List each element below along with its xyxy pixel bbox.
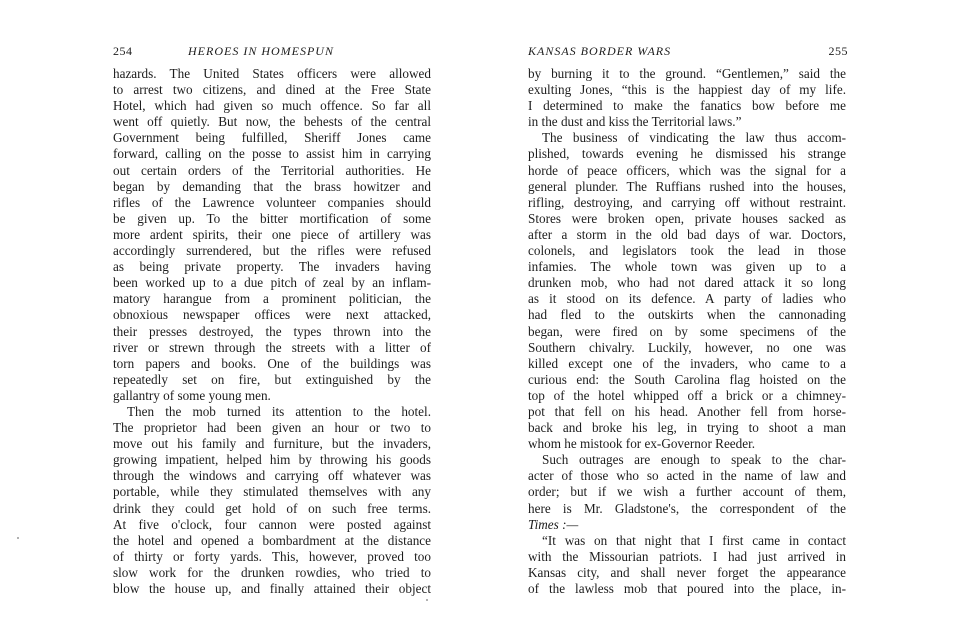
- text-line: Government being fulfilled, Sheriff Jones came: [113, 130, 431, 146]
- text-line: out certain orders of the Territorial authorities. He: [113, 162, 431, 178]
- right-running-head: KANSAS BORDER WARS: [528, 44, 672, 58]
- text-line: general plunder. The Ruffians rushed into the houses,: [528, 178, 846, 194]
- text-line: with the Missourian patriots. I had just arrived in: [528, 548, 846, 564]
- text-line: At five o'clock, four cannon were posted against: [113, 516, 431, 532]
- left-page-body: [113, 66, 431, 597]
- text-line: colonels, and legislators took the lead in those: [528, 243, 846, 259]
- text-line: of thirty or forty yards. This, however, proved too: [113, 548, 431, 564]
- text-line: Times :—: [528, 516, 579, 532]
- text-line: killed except one of the invaders, who came to a: [528, 355, 846, 371]
- text-line: The business of vindicating the law thus accom-: [542, 130, 846, 146]
- text-line: after a storm in the old bad days of war. Doctors,: [528, 226, 846, 242]
- text-line: back and broke his leg, in trying to shoot a man: [528, 420, 846, 436]
- text-line: began, were fired on by some specimens of the: [528, 323, 846, 339]
- right-running-header: [528, 44, 848, 60]
- text-line: had fled to the outskirts when the cannonading: [528, 307, 846, 323]
- text-line: curious end: the South Carolina flag hoisted on the: [528, 371, 846, 387]
- text-line: by burning it to the ground. “Gentlemen,” said the: [528, 66, 846, 81]
- text-line: Then the mob turned its attention to the hotel.: [127, 403, 431, 419]
- text-line: move out his family and furniture, but the invaders,: [113, 436, 431, 452]
- text-line: here is Mr. Gladstone's, the correspondent of the: [528, 500, 846, 516]
- text-line: Such outrages are enough to speak to the char-: [542, 452, 846, 468]
- text-line: been worked up to a due pitch of zeal by an inflam-: [113, 275, 431, 291]
- text-line: forward, calling on the posse to assist him in carrying: [113, 146, 431, 162]
- text-line: exulting Jones, “this is the happiest day of my life.: [528, 82, 846, 98]
- text-line: river or strewn through the streets with a litter of: [113, 339, 431, 355]
- text-line: “It was on that night that I first came in contact: [542, 532, 846, 548]
- text-line: hazards. The United States officers were allowed: [113, 66, 431, 81]
- text-line: be given up. To the bitter mortification of some: [113, 210, 431, 226]
- text-line: gallantry of some young men.: [113, 387, 271, 403]
- text-line: more ardent spirits, their one piece of artillery was: [113, 226, 431, 242]
- scan-speck: [17, 537, 19, 539]
- text-line: went off quietly. But now, the behests of the central: [113, 114, 431, 130]
- text-line: plished, towards evening he dismissed his strange: [528, 146, 846, 162]
- text-line: as being private property. The invaders having: [113, 259, 431, 275]
- text-line: horde of peace officers, which was the signal for a: [528, 162, 846, 178]
- right-page-body: [528, 66, 846, 597]
- right-page: [490, 0, 980, 620]
- text-line: infamies. The whole town was given up to a: [528, 259, 846, 275]
- text-line: obnoxious newspaper offices were next attacked,: [113, 307, 431, 323]
- text-line: Hotel, which had given so much offence. So far all: [113, 98, 431, 114]
- text-line: drunken mob, who had not dared attack it so long: [528, 275, 846, 291]
- text-line: growing impatient, helped him by throwing his goods: [113, 452, 431, 468]
- left-page-number: 254: [113, 44, 133, 58]
- text-line: torn papers and books. One of the buildings was: [113, 355, 431, 371]
- text-line: top of the hotel whipped off a brick or a chimney-: [528, 387, 846, 403]
- text-line: The proprietor had been given an hour or two to: [113, 420, 431, 436]
- text-line: accordingly surrendered, but the rifles were refused: [113, 243, 431, 259]
- text-line: the hotel and opened a bombardment at the distance: [113, 532, 431, 548]
- text-line: Kansas city, and shall never forget the appearance: [528, 564, 846, 580]
- text-line: Stores were broken open, private houses sacked as: [528, 210, 846, 226]
- scan-speck: [426, 599, 428, 601]
- text-line: acter of those who so acted in the name of law and: [528, 468, 846, 484]
- text-line: order; but if we wish a further account of them,: [528, 484, 846, 500]
- text-line: Southern chivalry. Luckily, however, no one was: [528, 339, 846, 355]
- text-line: pot that fell on his head. Another fell from horse-: [528, 403, 846, 419]
- text-line: to arrest two citizens, and dined at the Free State: [113, 82, 431, 98]
- text-line: matory harangue from a prominent politician, the: [113, 291, 431, 307]
- text-line: I determined to make the fanatics bow before me: [528, 98, 846, 114]
- left-running-head: HEROES IN HOMESPUN: [188, 44, 334, 58]
- text-line: portable, while they stimulated themselves with any: [113, 484, 431, 500]
- text-line: rifling, destroying, and carrying off without restraint.: [528, 194, 846, 210]
- left-running-header: [113, 44, 433, 60]
- text-line: as it stood on its defence. A party of ladies who: [528, 291, 846, 307]
- right-page-number: 255: [828, 44, 848, 58]
- text-line: slow work for the drunken rowdies, who tried to: [113, 564, 431, 580]
- text-line: blow the house up, and finally attained their object: [113, 581, 431, 596]
- text-line: repeatedly set on fire, but extinguished by the: [113, 371, 431, 387]
- text-line: drink they could get hold of on such free terms.: [113, 500, 431, 516]
- text-line: through the windows and carrying off whatever was: [113, 468, 431, 484]
- text-line: in the dust and kiss the Territorial laws.”: [528, 114, 742, 130]
- text-line: rifles of the Lawrence volunteer companies should: [113, 194, 431, 210]
- text-line: whom he mistook for ex-Governor Reeder.: [528, 436, 756, 452]
- text-line: began by demanding that the brass howitzer and: [113, 178, 431, 194]
- text-line: of the lawless mob that poured into the place, in-: [528, 581, 846, 596]
- text-line: their presses destroyed, the types thrown into the: [113, 323, 431, 339]
